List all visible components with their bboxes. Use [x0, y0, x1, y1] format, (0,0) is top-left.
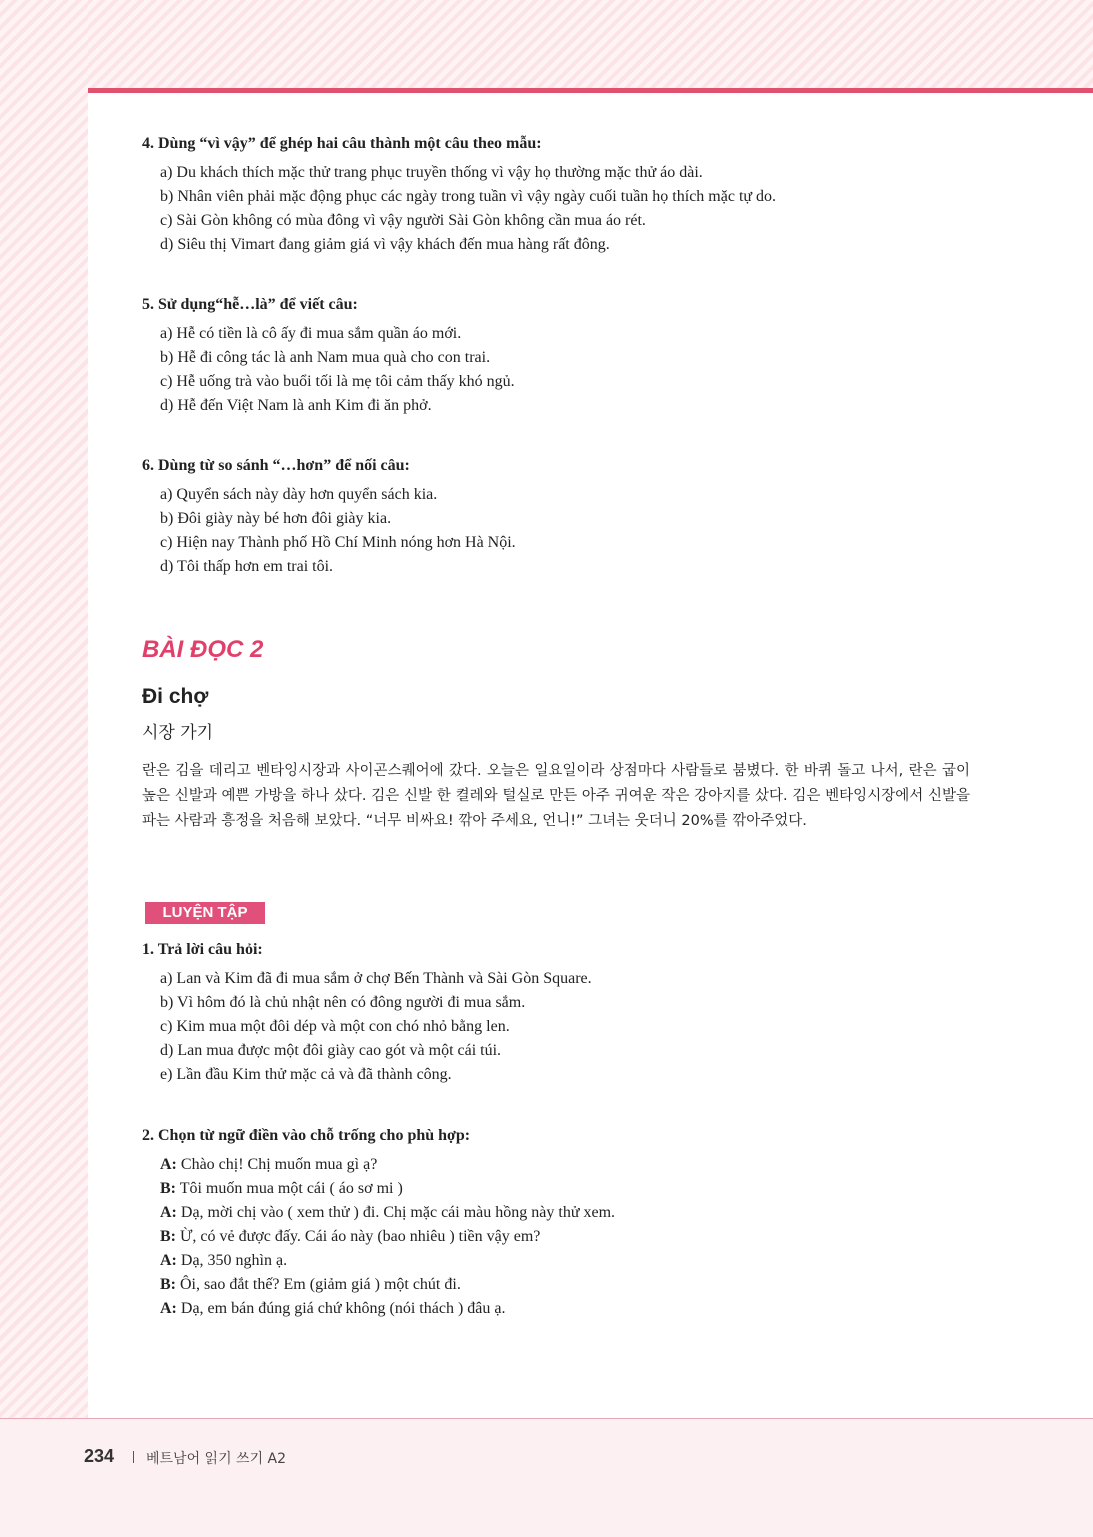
list-item: e) Lần đầu Kim thử mặc cả và đã thành công. [160, 1066, 452, 1083]
practice-badge: LUYỆN TẬP [145, 902, 265, 924]
list-item: a) Quyển sách này dày hơn quyển sách kia. [160, 486, 438, 503]
list-item: c) Hiện nay Thành phố Hồ Chí Minh nóng hơn Hà Nội. [160, 534, 516, 551]
list-item: b) Nhân viên phải mặc động phục các ngày trong tuần vì vậy ngày cuối tuần họ thích mặc tự do. [160, 188, 777, 205]
dialog-text: Chào chị! Chị muốn mua gì ạ? [176, 1156, 378, 1173]
exercise-5 [142, 294, 972, 418]
dialog-text: Dạ, em bán đúng giá chứ không (nói thách ) đâu ạ. [176, 1300, 506, 1317]
speaker-label: A: [160, 1252, 177, 1269]
book-title: 베트남어 읽기 쓰기 A2 [146, 1451, 287, 1467]
speaker-label: A: [160, 1300, 177, 1317]
dialog-text: Ừ, có vẻ được đấy. Cái áo này (bao nhiêu ) tiền vậy em? [176, 1228, 541, 1245]
dialog-line [160, 1177, 972, 1201]
header-rule [88, 88, 1093, 93]
speaker-label: A: [160, 1204, 177, 1221]
list-item: b) Hễ đi công tác là anh Nam mua quà cho con trai. [160, 349, 491, 366]
exercise-4 [142, 133, 972, 257]
speaker-label: B: [160, 1180, 176, 1197]
decorative-stripe-top [88, 0, 1093, 90]
dialog-line [160, 1225, 972, 1249]
dialog-line [160, 1201, 972, 1225]
list-item: b) Vì hôm đó là chủ nhật nên có đông người đi mua sắm. [160, 994, 526, 1011]
dialog-line [160, 1297, 972, 1321]
decorative-stripe-left [0, 0, 88, 1536]
dialog-line [160, 1249, 972, 1273]
reading-subtitle-korean: 시장 가기 [142, 723, 214, 743]
question-2-heading: 2. Chọn từ ngữ điền vào chỗ trống cho phù hợp: [142, 1127, 471, 1144]
dialog-text: Dạ, mời chị vào ( xem thử ) đi. Chị mặc cái màu hồng này thử xem. [176, 1204, 616, 1221]
speaker-label: B: [160, 1228, 176, 1245]
practice-question-1 [142, 939, 972, 1087]
dialog-line [160, 1273, 972, 1297]
list-item: c) Hễ uống trà vào buổi tối là mẹ tôi cảm thấy khó ngủ. [160, 373, 515, 390]
exercise-4-heading: 4. Dùng “vì vậy” để ghép hai câu thành một câu theo mẫu: [142, 135, 542, 152]
reading-subtitle: Đi chợ [142, 685, 209, 708]
speaker-label: A: [160, 1156, 177, 1173]
dialog-text: Ôi, sao đắt thế? Em (giảm giá ) một chút đi. [176, 1276, 461, 1293]
dialog-text: Tôi muốn mua một cái ( áo sơ mi ) [176, 1180, 403, 1197]
list-item: a) Lan và Kim đã đi mua sắm ở chợ Bến Thành và Sài Gòn Square. [160, 970, 592, 987]
speaker-label: B: [160, 1276, 176, 1293]
list-item: c) Sài Gòn không có mùa đông vì vậy người Sài Gòn không cần mua áo rét. [160, 212, 646, 229]
list-item: d) Lan mua được một đôi giày cao gót và một cái túi. [160, 1042, 502, 1059]
question-1-heading: 1. Trả lời câu hỏi: [142, 941, 263, 958]
exercise-6-heading: 6. Dùng từ so sánh “…hơn” để nối câu: [142, 457, 410, 474]
list-item: a) Du khách thích mặc thử trang phục truyền thống vì vậy họ thường mặc thử áo dài. [160, 164, 703, 181]
reading-title: BÀI ĐỌC 2 [142, 636, 264, 663]
dialog-line [160, 1153, 972, 1177]
list-item: d) Hễ đến Việt Nam là anh Kim đi ăn phở. [160, 397, 432, 414]
reading-paragraph: 란은 김을 데리고 벤타잉시장과 사이곤스퀘어에 갔다. 오늘은 일요일이라 상점마다 사람들로 붐볐다. 한 바퀴 돌고 나서, 란은 굽이 높은 신발과 예쁜 가방을 하나 샀다. 김은 신발 한 켤레와 털실로 만든 아주 귀여운 작은 강아지를 샀다. 김은 벤타잉시장에서 신발을 파는 사람과 흥정을 처음해 보았다. “너무 비싸요! 깎아 주세요, 언니!” 그녀는 웃더니 20%를 깎아주었다. [142, 763, 970, 829]
list-item: d) Tôi thấp hơn em trai tôi. [160, 558, 334, 575]
footer-divider [133, 1451, 134, 1463]
exercise-5-heading: 5. Sử dụng“hễ…là” để viết câu: [142, 296, 358, 313]
practice-question-2 [142, 1125, 972, 1321]
exercise-6 [142, 455, 972, 579]
list-item: c) Kim mua một đôi dép và một con chó nhỏ bằng len. [160, 1018, 510, 1035]
list-item: d) Siêu thị Vimart đang giảm giá vì vậy khách đến mua hàng rất đông. [160, 236, 610, 253]
list-item: b) Đôi giày này bé hơn đôi giày kia. [160, 510, 392, 527]
dialog-text: Dạ, 350 nghìn ạ. [176, 1252, 288, 1269]
list-item: a) Hễ có tiền là cô ấy đi mua sắm quần áo mới. [160, 325, 462, 342]
page-number: 234 [84, 1446, 115, 1466]
footer [0, 1418, 1093, 1537]
